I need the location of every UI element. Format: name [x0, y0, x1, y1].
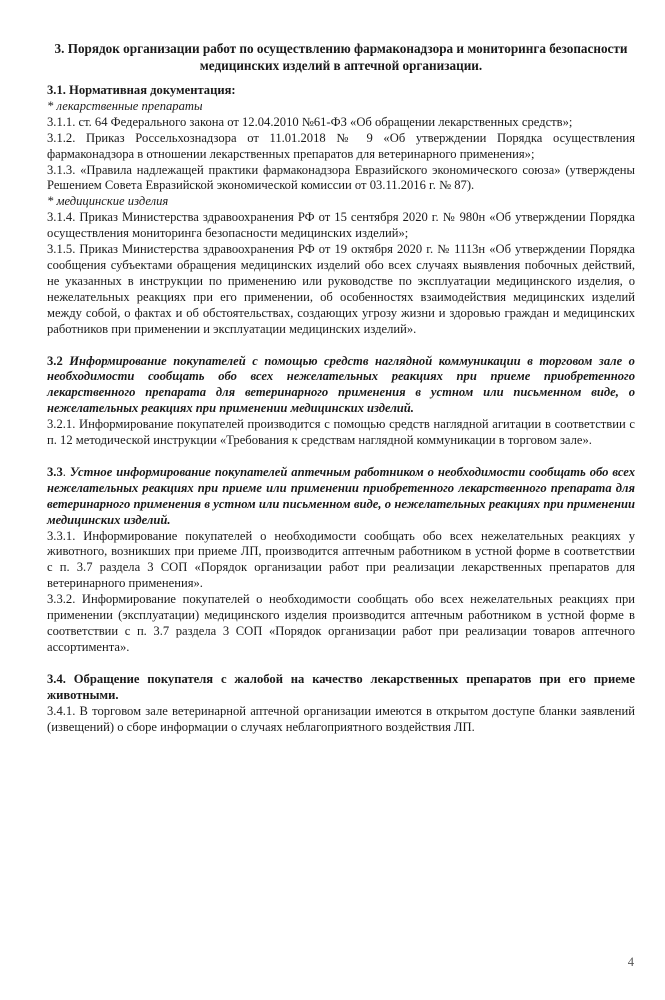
section-3-1-heading: 3.1. Нормативная документация:	[47, 83, 236, 97]
category-drugs: * лекарственные препараты	[47, 98, 203, 113]
paragraph-3-1-1: 3.1.1. ст. 64 Федерального закона от 12.04.2010 №61-ФЗ «Об обращении лекарственных средств»;	[47, 114, 573, 129]
section-3-2-number: 3.2	[47, 353, 63, 368]
section-3-2-title: Информирование покупателей с помощью средств наглядной коммуникации в торговом зале о необходимости сообщать обо всех нежелательных реакциях при приеме приобретенного лекарственного препарата для ветеринарного применения в устном или письменном виде, о нежелательных реакциях при применении медицинских изделий.	[47, 353, 635, 416]
section-3-3-dot: .	[62, 464, 66, 479]
page-number: 4	[627, 955, 634, 969]
page-title: 3. Порядок организации работ по осуществлению фармаконадзора и мониторинга безопасности медицинских изделий в аптечной организации.	[54, 41, 628, 73]
section-3-3-title: Устное информирование покупателей аптечным работником о необходимости сообщать обо всех нежелательных реакциях при приеме или применении приобретенного лекарственного препарата для ветеринарного применения в устном или письменном виде, о нежелательных реакциях при применении медицинских изделий.	[47, 464, 635, 527]
category-devices: * медицинские изделия	[47, 194, 169, 209]
paragraph-3-1-3: 3.1.3. «Правила надлежащей практики фармаконадзора Евразийского экономического союза» (утверждены Решением Совета Евразийской экономической комиссии от 03.11.2016 г. № 87).	[47, 162, 635, 193]
paragraph-3-2-1: 3.2.1. Информирование покупателей производится с помощью средств наглядной агитации в соответствии с п. 12 методической инструкции «Требования к средствам наглядной коммуникации в торговом зале».	[47, 417, 635, 448]
section-3-4-heading: 3.4. Обращение покупателя с жалобой на качество лекарственных препаратов при его приеме животными.	[47, 671, 635, 702]
section-3-3-number: 3.3	[47, 464, 63, 479]
paragraph-3-1-2: 3.1.2. Приказ Россельхознадзора от 11.01.2018 № 9 «Об утверждении Порядка осуществления фармаконадзора в отношении лекарственных препаратов для ветеринарного применения»;	[47, 130, 635, 161]
paragraph-3-4-1: 3.4.1. В торговом зале ветеринарной аптечной организации имеются в открытом доступе бланки заявлений (извещений) о сборе информации о случаях неблагоприятного воздействия ЛП.	[47, 703, 635, 734]
section-3-3-heading	[47, 465, 635, 529]
paragraph-3-3-2: 3.3.2. Информирование покупателей о необходимости сообщать обо всех нежелательных реакциях при применении (эксплуатации) медицинского изделия производится аптечным работником в устной форме в соответствии с п. 3.7 раздела 3 СОП «Порядок организации работ при реализации товаров аптечного ассортимента».	[47, 592, 635, 654]
paragraph-3-1-4: 3.1.4. Приказ Министерства здравоохранения РФ от 15 сентября 2020 г. № 980н «Об утверждении Порядка осуществления мониторинга безопасности медицинских изделий»;	[47, 210, 635, 241]
section-3-2-heading	[47, 354, 635, 418]
paragraph-3-3-1: 3.3.1. Информирование покупателей о необходимости сообщать обо всех нежелательных реакциях у животного, возникших при приеме ЛП, производится аптечным работником в устной форме в соответствии с п. 3.7 раздела 3 СОП «Порядок организации работ при реализации лекарственных препаратов для ветеринарного применения».	[47, 528, 635, 591]
paragraph-3-1-5: 3.1.5. Приказ Министерства здравоохранения РФ от 19 октября 2020 г. № 1113н «Об утверждении Порядка сообщения субъектами обращения медицинских изделий обо всех случаях выявления побочных действий, не указанных в инструкции по применению или руководстве по эксплуатации медицинского изделия, о нежелательных реакциях при его применении, об особенностях взаимодействия медицинских изделий между собой, о фактах и об обстоятельствах, создающих угрозу жизни и здоровью граждан и медицинских работников при применении и эксплуатации медицинских изделий».	[47, 242, 635, 336]
